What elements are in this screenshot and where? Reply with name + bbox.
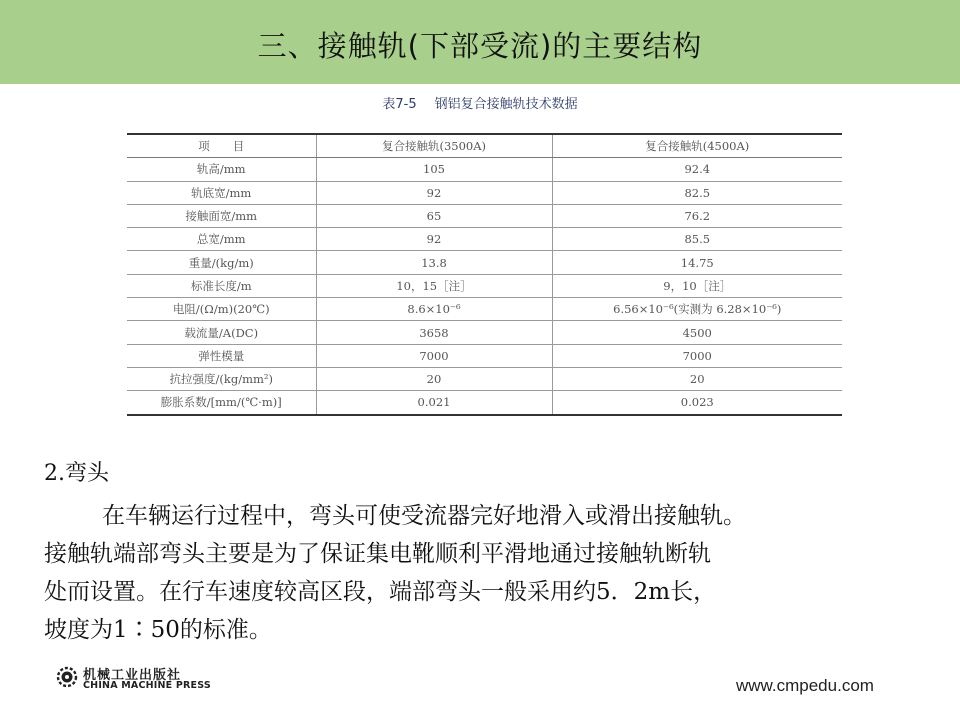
table-cell: 9，10［注］ [552,274,842,297]
table-row [127,298,842,321]
table-cell: 92 [316,228,552,251]
table-cell: 13.8 [316,251,552,274]
table-cell: 105 [316,158,552,181]
paragraph-line: 在车辆运行过程中，弯头可使受流器完好地滑入或滑出接触轨。 [102,503,746,529]
table-cell: 65 [316,204,552,227]
table-row [127,251,842,274]
publisher-name-cn: 机械工业出版社 [83,668,182,683]
table-row [127,181,842,204]
table-row [127,391,842,415]
row-label: 接触面宽/mm [127,204,316,227]
gear-icon [56,666,78,688]
row-label: 载流量/A(DC) [127,321,316,344]
website-link[interactable]: www.cmpedu.com [736,676,874,695]
row-label: 轨高/mm [127,158,316,181]
spec-table [127,133,842,416]
table-cell: 7000 [552,344,842,367]
table-caption-text: 钢铝复合接触轨技术数据 [434,97,578,112]
table-row [127,228,842,251]
column-header: 复合接触轨(4500A) [552,134,842,158]
row-label: 抗拉强度/(kg/mm²) [127,367,316,390]
table-row [127,204,842,227]
body-paragraph [44,497,924,649]
slide-title: 三、接触轨(下部受流)的主要结构 [257,29,703,63]
table-cell: 0.023 [552,391,842,415]
table-row [127,367,842,390]
table-cell: 76.2 [552,204,842,227]
table-cell: 20 [316,367,552,390]
table-row [127,321,842,344]
table-row [127,344,842,367]
table-caption-number: 表7-5 [382,97,417,112]
table-cell: 6.56×10⁻⁶(实测为 6.28×10⁻⁶) [552,298,842,321]
title-bar [0,0,960,84]
table-cell: 85.5 [552,228,842,251]
column-header: 复合接触轨(3500A) [316,134,552,158]
paragraph-line: 接触轨端部弯头主要是为了保证集电靴顺利平滑地通过接触轨断轨 [44,541,711,567]
row-label: 电阻/(Ω/m)(20℃) [127,298,316,321]
row-label: 膨胀系数/[mm/(℃·m)] [127,391,316,415]
table-cell: 7000 [316,344,552,367]
row-label: 弹性模量 [127,344,316,367]
publisher-name-en: CHINA MACHINE PRESS [83,680,211,691]
table-cell: 92.4 [552,158,842,181]
table-cell: 20 [552,367,842,390]
table-cell: 3658 [316,321,552,344]
publisher-logo [56,664,256,694]
table-cell: 8.6×10⁻⁶ [316,298,552,321]
paragraph-line: 处而设置。在行车速度较高区段，端部弯头一般采用约5．2m长， [44,579,717,605]
row-label: 重量/(kg/m) [127,251,316,274]
table-cell: 4500 [552,321,842,344]
row-label: 轨底宽/mm [127,181,316,204]
table-row [127,274,842,297]
column-header: 项 目 [127,134,316,158]
section-heading: 2.弯头 [44,461,109,486]
table-cell: 14.75 [552,251,842,274]
table-caption [0,93,960,112]
table-cell: 0.021 [316,391,552,415]
row-label: 总宽/mm [127,228,316,251]
row-label: 标准长度/m [127,274,316,297]
table-cell: 92 [316,181,552,204]
table-row [127,158,842,181]
table-header-row [127,134,842,158]
table-cell: 82.5 [552,181,842,204]
paragraph-line: 坡度为1∶50的标准。 [44,617,272,643]
table-cell: 10，15［注］ [316,274,552,297]
